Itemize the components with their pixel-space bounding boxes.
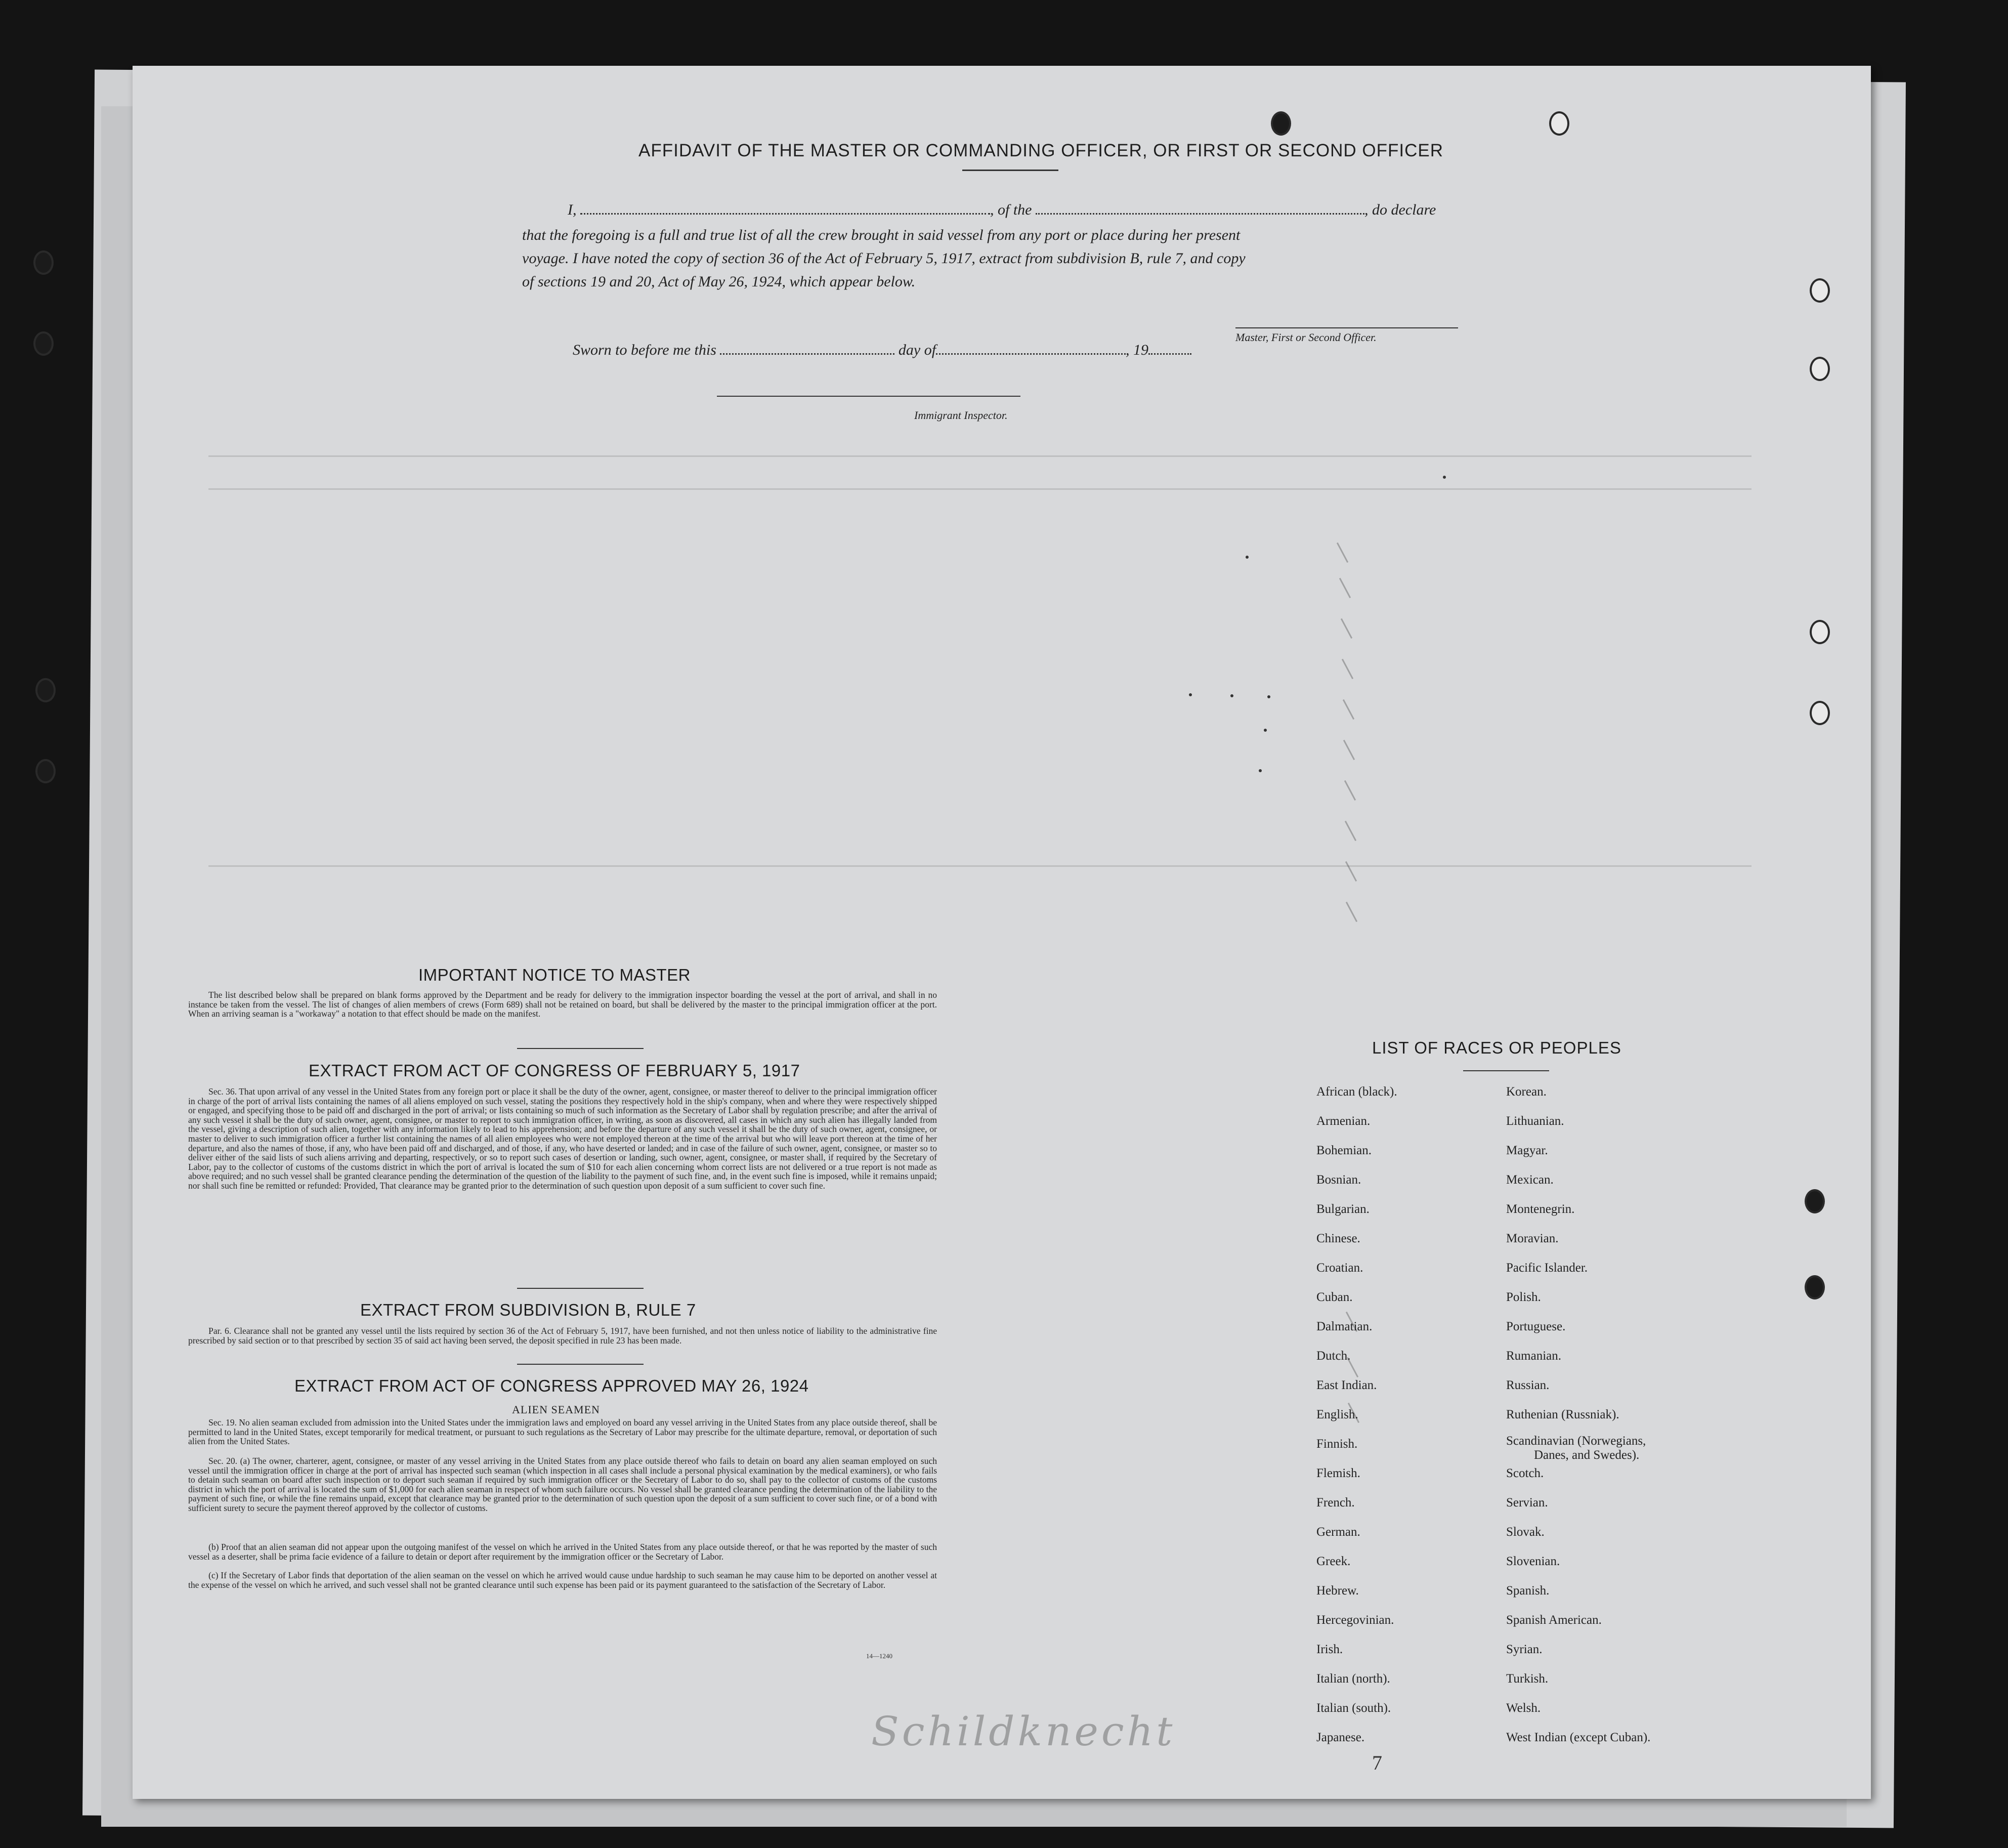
bleed-through-tick (1345, 821, 1356, 841)
ink-dot (1246, 556, 1249, 559)
bleed-through-tick (1343, 699, 1354, 720)
binder-hole-icon (35, 678, 56, 702)
binder-hole-icon (33, 331, 54, 356)
punch-hole-icon (1805, 1275, 1825, 1299)
sec20b-text: (b) Proof that an alien seaman did not appear upon the outgoing manifest of the vessel on which he arrived in the United States from any place outside thereof, or that he was reported by the master of such vessel as a deserter, shall be prima facie evidence of a failure to detain or deport after requirement by the immigration officer or the Secretary of Labor. (188, 1542, 937, 1562)
extract-rule7-rule (517, 1364, 644, 1365)
vessel-name-field[interactable] (1036, 213, 1364, 215)
race-left-item: Cuban. (1316, 1290, 1353, 1304)
race-left-item: Italian (north). (1316, 1672, 1390, 1686)
bleed-through-tick (1337, 542, 1348, 563)
bleed-through-tick (1341, 618, 1352, 639)
race-right-item: Montenegrin. (1506, 1202, 1575, 1216)
ink-dot (1259, 769, 1262, 772)
race-left-item: Italian (south). (1316, 1701, 1391, 1715)
race-left-item: Chinese. (1316, 1232, 1360, 1245)
race-left-item: Bulgarian. (1316, 1202, 1370, 1216)
sworn-month-field[interactable] (936, 353, 1126, 355)
affidavit-line-1 (568, 201, 1436, 219)
race-right-item: Danes, and Swedes). (1534, 1448, 1640, 1462)
sec20a-text: Sec. 20. (a) The owner, charterer, agent, consignee, or master of any vessel arriving in the United States from any place outside thereof who fails to detain on board any alien seaman employed on such vessel until the immigration officer in charge at the port of arrival has inspected such seaman (which inspection in all cases shall include a personal physical examination by the medical examiners), or who fails to detain such seaman on board after such inspection or to deport such seaman if required by such immigration officer or the Secretary of Labor to do so, shall pay to the collector of customs of the customs district in which the port of arrival is located the sum of $1,000 for each alien seaman in respect of whom such failure occurs. No vessel shall be granted clearance pending the determination of the liability to the payment of such fine, or while the fine remains unpaid, except that clearance may be granted prior to the determination of such question upon the deposit of a sum sufficient to cover such fine, or of a bond with sufficient surety to secure the payment thereof approved by the collector of customs. (188, 1456, 937, 1513)
affidavit-line-2: that the foregoing is a full and true list of all the crew brought in said vessel from any port or place during her present (522, 227, 1241, 243)
bleed-through-line (208, 488, 1751, 490)
race-left-item: East Indian. (1316, 1378, 1377, 1392)
race-right-item: Servian. (1506, 1496, 1548, 1509)
bleed-through-tick (1343, 740, 1355, 760)
sworn-before-me: Sworn to before me this (573, 342, 716, 358)
extract-1917-text: Sec. 36. That upon arrival of any vessel in the United States from any foreign port or place it shall be the duty of the owner, agent, consignee, or master thereof to deliver to the principal immigration officer in charge of the port of arrival lists containing the names of all aliens employed on such vessel, stating the positions they respectively hold in the ship's company, when and where they were respectively shipped or engaged, and specifying those to be paid off and discharged in the port of arrival; or lists containing so much of such information as the Secretary of Labor shall by regulation prescribe; and after the arrival of any such vessel it shall be the duty of such owner, agent, consignee, or master to report to such immigration officer, in writing, as soon as discovered, all cases in which any such alien has illegally landed from the vessel, giving a description of such alien, together with any information likely to lead to his apprehension; and before the departure of any such vessel it shall be the duty of such owner, agent, consignee, or master to deliver to such immigration officer a further list containing the names of all alien employees who were not employed thereon at the time of the arrival but who will leave port thereon at the time of her departure, and also the names of those, if any, who have been paid off and discharged, and of those, if any, who have deserted or landed; and in case of the failure of such owner, agent, consignee, or master so to deliver either of the said lists of such aliens arriving and departing, respectively, or so to report such cases of desertion or landing, such owner, agent, consignee, or master shall, if required by the Secretary of Labor, pay to the collector of customs of the customs district in which the port of arrival is located the sum of $10 for each alien concerning whom correct lists are not delivered or a true report is not made as above required; and no such vessel shall be granted clearance pending the determination of the question of the liability to the payment of such fine, and, in the event such fine is imposed, while it remains unpaid; nor shall such fine be remitted or refunded: Provided, That clearance may be granted prior to the determination of such question upon deposit of a sum sufficient to cover such fine. (188, 1086, 937, 1191)
race-right-item: Pacific Islander. (1506, 1261, 1588, 1275)
sec20c-text: (c) If the Secretary of Labor finds that deportation of the alien seaman on the vessel on which he arrived would cause undue hardship to such seaman he may cause him to be deported on another vessel at the expense of the vessel on which he arrived, and such vessel shall not be granted clearance until such expense has been paid or its payment guaranteed to the satisfaction of the Secretary of Labor. (188, 1570, 937, 1590)
race-right-item: Korean. (1506, 1085, 1547, 1099)
race-left-item: French. (1316, 1496, 1355, 1509)
affidavit-line-3: voyage. I have noted the copy of section 36 of the Act of February 5, 1917, extract from subdivision B, rule 7, and copy (522, 250, 1246, 267)
race-right-item: Moravian. (1506, 1232, 1559, 1245)
bleed-through-tick (1344, 780, 1356, 801)
extract-1917-rule (517, 1288, 644, 1289)
affidavit-do-declare: , do declare (1364, 201, 1436, 218)
binder-hole-icon (35, 759, 56, 783)
form-number: 14—1240 (866, 1652, 892, 1660)
race-right-item: Slovak. (1506, 1525, 1545, 1539)
ink-dot (1267, 695, 1270, 698)
faint-handwritten-signature: Schildknecht (871, 1708, 1176, 1755)
bleed-through-tick (1345, 861, 1357, 881)
races-title-rule (1463, 1070, 1549, 1071)
race-right-item: Rumanian. (1506, 1349, 1562, 1363)
ink-dot (1189, 693, 1192, 696)
race-left-item: Hebrew. (1316, 1584, 1359, 1598)
race-left-item: Bohemian. (1316, 1144, 1372, 1157)
race-left-item: Flemish. (1316, 1466, 1360, 1480)
extract-rule7-heading: EXTRACT FROM SUBDIVISION B, RULE 7 (360, 1300, 696, 1319)
master-signature-line[interactable] (1235, 327, 1458, 328)
affidavit-title: AFFIDAVIT OF THE MASTER OR COMMANDING OFFICER, OR FIRST OR SECOND OFFICER (638, 141, 1444, 160)
race-right-item: Russian. (1506, 1378, 1550, 1392)
race-left-item: Dalmatian. (1316, 1320, 1373, 1333)
notice-heading: IMPORTANT NOTICE TO MASTER (418, 965, 691, 984)
inspector-signature-label: Immigrant Inspector. (914, 409, 1008, 422)
handwritten-mark: 7 (1372, 1751, 1382, 1774)
punch-hole-icon (1810, 701, 1830, 725)
race-left-item: Hercegovinian. (1316, 1613, 1394, 1627)
extract-1924-heading: EXTRACT FROM ACT OF CONGRESS APPROVED MAY 26, 1924 (294, 1376, 809, 1395)
race-right-item: Portuguese. (1506, 1320, 1566, 1333)
race-right-item: Welsh. (1506, 1701, 1541, 1715)
affidavit-title-rule (962, 170, 1058, 171)
extract-1917-heading: EXTRACT FROM ACT OF CONGRESS OF FEBRUARY 5, 1917 (309, 1061, 800, 1080)
ink-dot (1264, 729, 1267, 732)
ink-dot (1443, 476, 1446, 479)
bleed-through-tick (1339, 578, 1351, 598)
extract-rule7-text: Par. 6. Clearance shall not be granted any vessel until the lists required by section 36 of the Act of February 5, 1917, have been furnished, and not then unless notice of liability to the administrative fine prescribed by said section or to that prescribed by section 35 of said act having been served, the deposit specified in rule 23 has been made. (188, 1326, 937, 1346)
inspector-signature-line[interactable] (717, 396, 1020, 397)
race-left-item: Croatian. (1316, 1261, 1363, 1275)
race-right-item: Scandinavian (Norwegians, (1506, 1434, 1646, 1448)
race-left-item: German. (1316, 1525, 1360, 1539)
sworn-day-field[interactable] (720, 353, 894, 355)
notice-rule (517, 1048, 644, 1049)
sworn-year-prefix: , 19 (1126, 342, 1149, 358)
punch-hole-icon (1271, 111, 1291, 136)
punch-hole-icon (1549, 111, 1569, 136)
bleed-through-line (208, 865, 1751, 867)
race-left-item: African (black). (1316, 1085, 1397, 1099)
affidavit-line-4: of sections 19 and 20, Act of May 26, 1924, which appear below. (522, 273, 916, 290)
binder-hole-icon (33, 250, 54, 275)
crew-list-reverse-page (133, 66, 1871, 1799)
race-right-item: Syrian. (1506, 1643, 1543, 1656)
officer-name-field[interactable] (580, 213, 990, 215)
race-right-item: Polish. (1506, 1290, 1541, 1304)
race-right-item: Turkish. (1506, 1672, 1549, 1686)
race-left-item: Armenian. (1316, 1114, 1371, 1128)
punch-hole-icon (1805, 1189, 1825, 1213)
race-right-item: Ruthenian (Russniak). (1506, 1408, 1619, 1421)
master-signature-label: Master, First or Second Officer. (1235, 331, 1377, 344)
race-right-item: Spanish. (1506, 1584, 1550, 1598)
notice-text: The list described below shall be prepared on blank forms approved by the Department and be ready for delivery to the immigration inspector boarding the vessel at the port of arrival, and shall in no instance be taken from the vessel. The list of changes of alien members of crews (Form 689) shall not be retained on board, but shall be delivered by the master to the principal immigration officer at the port. When an arriving seaman is a "workaway" a notation to that effect should be made on the manifest. (188, 990, 937, 1019)
race-left-item: Bosnian. (1316, 1173, 1361, 1187)
alien-seamen-subheading: ALIEN SEAMEN (512, 1403, 600, 1416)
races-title: LIST OF RACES OR PEOPLES (1372, 1038, 1621, 1057)
punch-hole-icon (1810, 357, 1830, 381)
punch-hole-icon (1810, 620, 1830, 644)
sec19-text: Sec. 19. No alien seaman excluded from admission into the United States under the immigration laws and employed on board any vessel arriving in the United States from any place outside thereof, shall be permitted to land in the United States, except temporarily for medical treatment, or pursuant to such regulations as the Secretary of Labor may prescribe for the ultimate departure, removal, or deportation of such alien from the United States. (188, 1417, 937, 1447)
bleed-through-line (208, 455, 1751, 457)
sworn-day-of: day of (898, 342, 936, 358)
race-right-item: Slovenian. (1506, 1555, 1560, 1568)
race-right-item: West Indian (except Cuban). (1506, 1731, 1651, 1744)
race-left-item: Japanese. (1316, 1731, 1365, 1744)
race-left-item: English. (1316, 1408, 1358, 1421)
race-right-item: Scotch. (1506, 1466, 1544, 1480)
ink-dot (1230, 694, 1233, 697)
affidavit-i: I, (568, 201, 577, 218)
sworn-year-field[interactable] (1148, 353, 1191, 355)
race-right-item: Mexican. (1506, 1173, 1554, 1187)
race-left-item: Dutch. (1316, 1349, 1351, 1363)
punch-hole-icon (1810, 278, 1830, 303)
race-left-item: Irish. (1316, 1643, 1343, 1656)
race-right-item: Lithuanian. (1506, 1114, 1564, 1128)
race-left-item: Greek. (1316, 1555, 1351, 1568)
bleed-through-tick (1346, 902, 1357, 922)
sworn-line (573, 342, 1191, 359)
bleed-through-tick (1342, 659, 1353, 679)
race-right-item: Spanish American. (1506, 1613, 1602, 1627)
affidavit-of-the: , of the (990, 201, 1032, 218)
race-right-item: Magyar. (1506, 1144, 1548, 1157)
race-left-item: Finnish. (1316, 1437, 1358, 1451)
